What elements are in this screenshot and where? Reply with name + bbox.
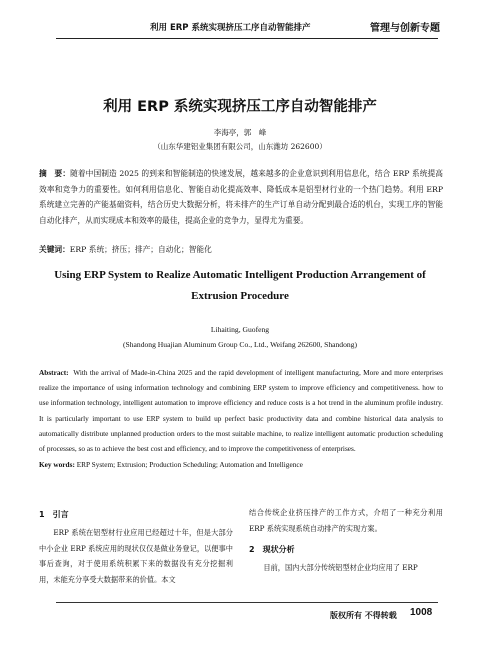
section-1-heading: 1 引言 xyxy=(39,510,69,519)
title-cn: 利用 ERP 系统实现挤压工序自动智能排产 xyxy=(103,99,377,115)
section-1-continued: 结合传统企业挤压排产的工作方式，介绍了一种充分利用 ERP 系统实现系统自动排产的实现方案。 xyxy=(249,508,443,533)
column-name: 管理与创新专题 xyxy=(370,23,440,34)
abstract-en-text: With the arrival of Made-in-China 2025 and the rapid development of intelligent manufacturing, More and more enterprises realize the importance of using information technology and combining ERP system to improve efficiency and competitiveness. how to use information technology, intelligent automation to improve efficiency and reduce costs is a hot trend in the aluminum profile industry. It is particularly important to use ERP system to build up perfect basic productivity data and combine historical data analysis to automatically distribute unplanned production orders to the most suitable machine, to realize intelligent automatic production scheduling of processes, so as to achieve the best cost and efficiency, and to improve the competitiveness of enterprises. xyxy=(39,368,443,454)
keywords-cn xyxy=(39,243,443,257)
authors-en: Lihaiting, Guofeng xyxy=(210,325,270,334)
keywords-cn-text: ERP 系统；挤压；排产；自动化；智能化 xyxy=(69,245,212,254)
body-column-right xyxy=(249,505,443,576)
page-header xyxy=(0,0,480,44)
affiliation-en: (Shandong Huajian Aluminum Group Co., Ltd., Weifang 262600, Shandong) xyxy=(123,340,357,349)
keywords-en-label: Key words: xyxy=(39,460,75,469)
keywords-en xyxy=(39,458,443,472)
running-title: 利用 ERP 系统实现挤压工序自动智能排产 xyxy=(150,23,311,33)
keywords-en-text: ERP System; Extrusion; Production Scheduling; Automation and Intelligence xyxy=(76,460,303,469)
footer-copyright: 版权所有 不得转载 xyxy=(330,611,397,620)
abstract-en-label: Abstract: xyxy=(39,368,69,377)
body-column-left xyxy=(39,505,233,587)
abstract-en xyxy=(39,365,443,456)
abstract-cn xyxy=(39,166,443,228)
affiliation-cn: （山东华建铝业集团有限公司，山东潍坊 262600） xyxy=(153,142,327,151)
section-2-paragraph: 目前，国内大部分传统铝型材企业均应用了 ERP xyxy=(263,563,418,573)
page-number: 1008 xyxy=(410,607,433,618)
title-en: Using ERP System to Realize Automatic Intelligent Production Arrangement of Extrusion Procedure xyxy=(54,269,426,302)
section-1-paragraph: ERP 系统在铝型材行业应用已经超过十年，但是大部分中小企业 ERP 系统应用的现状仅仅是做业务登记，以便事中事后查询，对于使用系统积累下来的数据没有充分挖掘利用，未能充分享受大数据带来的价值。本文 xyxy=(39,528,233,584)
footer-rule xyxy=(56,602,438,603)
abstract-cn-label: 摘 要： xyxy=(39,169,71,178)
abstract-cn-text: 随着中国制造 2025 的到来和智能制造的快速发展，越来越多的企业意识到利用信息化，结合 ERP 系统提高效率和竞争力的重要性。如何利用信息化、智能自动化提高效率、降低成本是铝型材行业的一个热门趋势。利用 ERP 系统建立完善的产能基础资料，结合历史大数据分析，将未排产的生产订单自动分配到最合适的机台，实现工序的智能自动化排产，从而实现成本和效率的最佳，提高企业的竞争力，显得尤为重要。 xyxy=(39,169,443,225)
authors-cn: 李海亭，郭 峰 xyxy=(213,128,267,137)
keywords-cn-label: 关键词： xyxy=(39,245,70,254)
header-rule xyxy=(56,38,438,39)
section-2-heading: 2 现状分析 xyxy=(249,545,295,555)
